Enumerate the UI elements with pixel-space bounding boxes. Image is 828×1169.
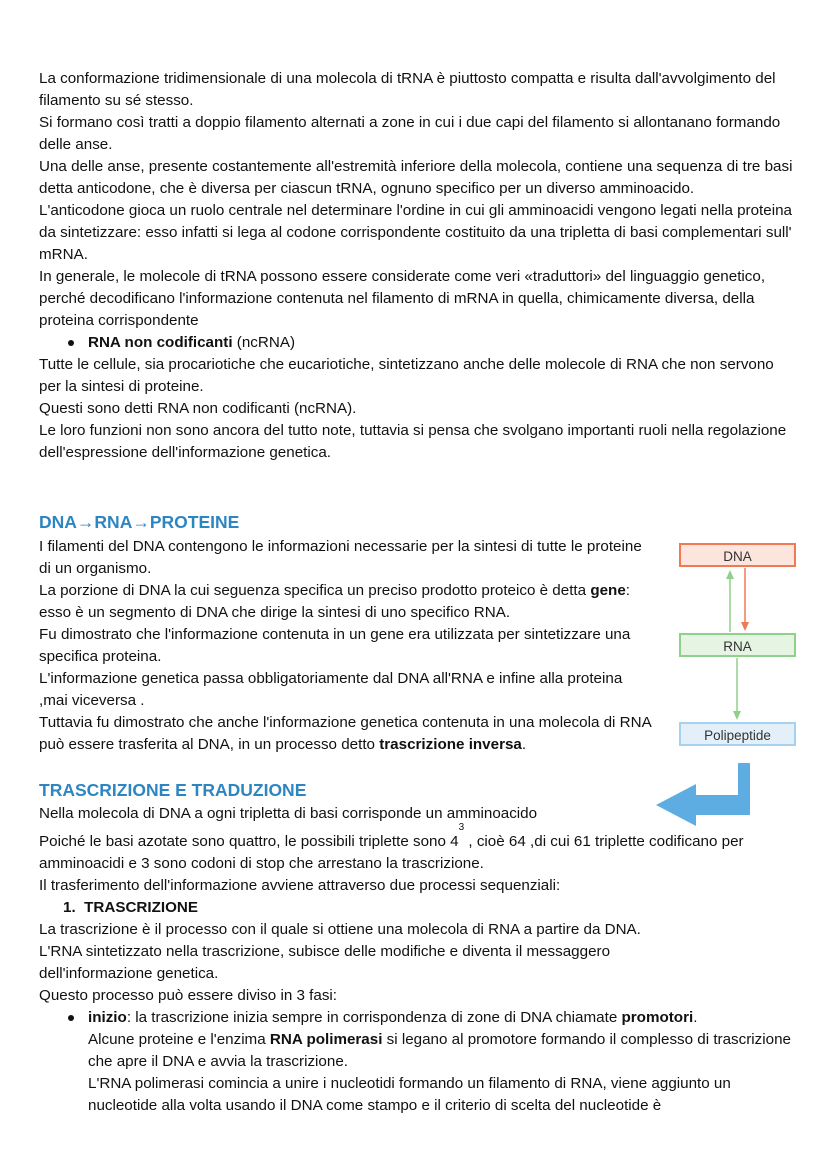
paragraph: In generale, le molecole di tRNA possono essere considerate come veri «traduttori» del linguaggio genetico, perché decodificano l'informazione contenuta nel filamento di mRNA in quella, chimicamente diversa, della proteina corrispondente: [39, 268, 766, 329]
text: : esso è un segmento di DNA che dirige la sintesi di uno specifico RNA.: [39, 582, 630, 621]
paragraph: L'RNA polimerasi comincia a unire i nucleotidi formando un filamento di RNA, viene aggiunto un nucleotide alla volta usando il DNA come stampo e il criterio di scelta del nucleotide è: [88, 1075, 731, 1114]
paragraph: [88, 1029, 799, 1073]
text: La porzione di DNA la cui seguenza specifica un preciso prodotto proteico è detta: [39, 582, 591, 599]
text: Tuttavia fu dimostrato che anche l'informazione genetica contenuta in una molecola di RNA può essere trasferita al DNA, in un processo detto: [39, 714, 651, 753]
paragraph: Si formano così tratti a doppio filamento alternati a zone in cui i due capi del filamento si allontanano formando delle anse.: [39, 114, 781, 153]
tt-section: [39, 822, 799, 1117]
paragraph: La trascrizione è il processo con il quale si ottiene una molecola di RNA a partire da DNA.: [39, 921, 641, 938]
text: .: [521, 736, 527, 753]
section-heading-dna-rna-proteine: DNA→RNA→PROTEINE: [39, 512, 240, 532]
paragraph: I filamenti del DNA contengono le informazioni necessarie per la sintesi di tutte le proteine di un organismo.: [39, 538, 642, 577]
paragraph: Le loro funzioni non sono ancora del tutto note, tuttavia si pensa che svolgano importanti ruoli nella regolazione dell'espressione dell'informazione genetica.: [39, 422, 787, 461]
text: .: [693, 1009, 698, 1026]
dna-section: [39, 536, 651, 756]
bullet-list: [39, 332, 799, 354]
bold-term: trascrizione inversa: [379, 736, 522, 753]
bullet-list: [39, 1007, 799, 1117]
paragraph: Nella molecola di DNA a ogni tripletta di basi corrisponde un amminoacido: [39, 805, 538, 822]
dna-box: DNA: [679, 543, 796, 567]
text: : la trascrizione inizia sempre in corrispondenza di zone di DNA chiamate: [126, 1009, 622, 1026]
polypeptide-box: Polipeptide: [679, 722, 796, 746]
list-item: [39, 897, 799, 919]
text: si legano al promotore formando il complesso di trascrizione che apre il DNA e avvia la trascrizione.: [88, 1031, 791, 1070]
arrow-head-up: [726, 570, 734, 579]
paragraph: Una delle anse, presente costantemente all'estremità inferiore della molecola, contiene una sequenza di tre basi detta anticodone, che è diversa per ciascun tRNA, ognuno specifico per un diverso amminoacido.: [39, 158, 793, 197]
paragraph: L'anticodone gioca un ruolo centrale nel determinare l'ordine in cui gli amminoacidi vengono legati nella proteina da sintetizzare: esso infatti si lega al codone corrispondente costituito da una tripletta di basi complementari sull' mRNA.: [39, 202, 792, 263]
list-item-text: (ncRNA): [232, 334, 296, 351]
paragraph: Questo processo può essere diviso in 3 fasi:: [39, 987, 338, 1004]
numbered-list: [39, 897, 799, 919]
list-item: [39, 332, 799, 354]
list-number: 1.: [63, 899, 76, 916]
intro-section: [39, 68, 799, 464]
paragraph: L'RNA sintetizzato nella trascrizione, subisce delle modifiche e diventa il messaggero dell'informazione genetica.: [39, 943, 611, 982]
text: Alcune proteine e l'enzima: [88, 1031, 270, 1048]
list-label: TRASCRIZIONE: [84, 899, 199, 916]
paragraph: [88, 1007, 799, 1029]
bold-term: promotori: [621, 1009, 694, 1026]
paragraph: Il trasferimento dell'informazione avviene attraverso due processi sequenziali:: [39, 877, 561, 894]
paragraph: [39, 580, 651, 624]
paragraph: L'informazione genetica passa obbligatoriamente dal DNA all'RNA e infine alla proteina ,mai viceversa .: [39, 670, 623, 709]
text: , cioè 64 ,di cui 61 triplette codificano per amminoacidi e 3 sono codoni di stop che arrestano la trascrizione.: [39, 833, 744, 872]
paragraph: [39, 822, 799, 875]
arrow-head-down: [741, 622, 749, 631]
superscript: 3: [458, 822, 465, 833]
paragraph: Tutte le cellule, sia procariotiche che eucariotiche, sintetizzano anche delle molecole di RNA che non servono per la sintesi di proteine.: [39, 356, 774, 395]
bold-term: gene: [590, 582, 626, 599]
rna-box: RNA: [679, 633, 796, 657]
paragraph: La conformazione tridimensionale di una molecola di tRNA è piuttosto compatta e risulta dall'avvolgimento del filamento su sé stesso.: [39, 70, 776, 109]
paragraph: Questi sono detti RNA non codificanti (ncRNA).: [39, 400, 357, 417]
list-item: [39, 1007, 799, 1117]
bold-term: RNA polimerasi: [269, 1031, 383, 1048]
arrow-head-down: [733, 711, 741, 720]
section-heading-trascrizione-traduzione: TRASCRIZIONE E TRADUZIONE: [39, 780, 307, 800]
tt-first-line: [39, 803, 651, 825]
bold-term: inizio: [88, 1009, 127, 1026]
big-bent-arrow: [656, 763, 750, 826]
paragraph: Fu dimostrato che l'informazione contenuta in un gene era utilizzata per sintetizzare una specifica proteina.: [39, 626, 631, 665]
bold-term: RNA non codificanti: [88, 334, 233, 351]
text: Poiché le basi azotate sono quattro, le possibili triplette sono 4: [39, 833, 459, 850]
paragraph: [39, 712, 651, 756]
